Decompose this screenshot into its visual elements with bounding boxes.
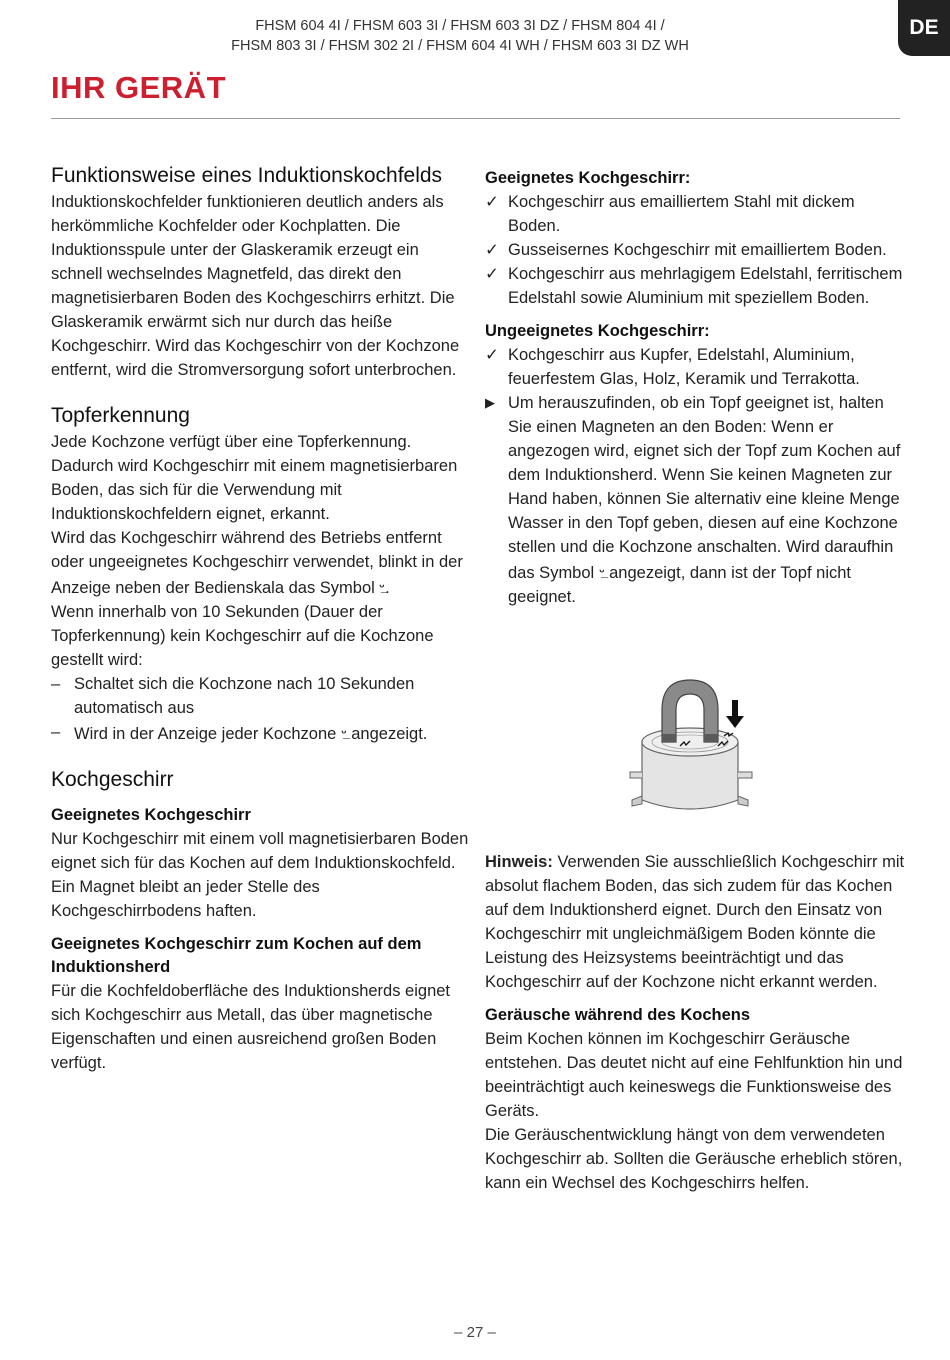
list-item: ▶ Um herauszufinden, ob ein Topf geeignet ist, halten Sie einen Magneten an den Boden: Wenn er angezogen wird, eignet sich der Topf zum Kochen auf dem Induktionsherd. Wenn Sie keinen Magneten zur Hand haben, können Sie alternativ eine kleine Menge Wasser in den Topf geben, diesen auf eine Kochzone stellen und die Kochzone anschalten. Wird daraufhin das Symbol ᵕ̲ angezeigt, dann ist der Topf nicht geeignet. [485,391,905,609]
timeout-list [51,672,471,746]
hinweis-label: Hinweis: [485,853,553,871]
page-title: IHR GERÄT [51,70,226,105]
hinweis-note: Hinweis: Verwenden Sie ausschließlich Kochgeschirr mit absolut flachem Boden, das sich zudem für das Kochen auf dem Induktionsherd eignet. Durch den Einsatz von Kochgeschirr mit ungleichmäßigem Boden könnte die Leistung des Heizsystems beeinträchtigt und das Kochgeschirr auf der Kochzone nicht erkannt werden. [485,853,905,991]
pan-detection-symbol-icon: ᵕ̲ [599,563,605,579]
list-item: ✓ Kochgeschirr aus emailliertem Stahl mit dickem Boden. [485,190,905,238]
list-item: ✓ Kochgeschirr aus mehrlagigem Edelstahl, ferritischem Edelstahl sowie Aluminium mit speziellem Boden. [485,262,905,310]
geraeusche-text-1: Beim Kochen können im Kochgeschirr Geräusche entstehen. Das deutet nicht auf eine Fehlfunktion hin und beeinträchtigt auch keineswegs die Funktionsweise des Geräts. [485,1030,903,1120]
check-icon: ✓ [485,241,499,259]
language-tab: DE [898,0,950,56]
model-list-line-1: FHSM 604 4I / FHSM 603 3I / FHSM 603 3I DZ / FHSM 804 4I / [255,18,665,34]
induktionsherd-text: Für die Kochfeldoberfläche des Induktionsherds eignet sich Kochgeschirr aus Metall, das über magnetische Eigenschaften und einen ausreichend großen Boden verfügt. [51,982,451,1072]
funktionsweise-text: Induktionskochfelder funktionieren deutlich anders als herkömmliche Kochfelder oder Kochplatten. Die Induktionsspule unter der Glaskeramik erzeugt ein schnell wechselndes Magnetfeld, das direkt den magnetisierbaren Boden des Kochgeschirrs erhitzt. Die Glaskeramik erwärmt sich nur durch das heiße Kochgeschirr. Wird das Kochgeschirr von der Kochzone entfernt, wird die Stromversorgung sofort unterbrochen. [51,193,460,379]
subheading-ungeeignetes-kochgeschirr: Ungeeignetes Kochgeschirr: [485,322,710,340]
pan-detection-symbol-icon: ᵕ̲ [341,724,347,740]
right-column-lower [485,850,905,1195]
check-icon: ✓ [485,346,499,364]
tip-list [485,391,905,609]
unsuitable-cookware-list [485,343,905,391]
right-column [485,167,905,609]
subheading-induktionsherd: Geeignetes Kochgeschirr zum Kochen auf dem Induktionsherd [51,935,422,976]
subheading-geeignetes-kochgeschirr: Geeignetes Kochgeschirr [51,806,251,824]
arrow-right-icon: ▶ [485,395,495,410]
page-number: – 27 – [454,1324,496,1341]
list-item: – Wird in der Anzeige jeder Kochzone ᵕ̲ angezeigt. [51,720,471,746]
section-heading-topferkennung: Topferkennung [51,404,190,427]
pan-detection-symbol-icon: ᵕ̲ [379,578,385,594]
left-column [51,164,471,1075]
magnet-pot-icon [620,672,760,822]
list-item: – Schaltet sich die Kochzone nach 10 Sekunden automatisch aus [51,675,415,717]
list-item: ✓ Kochgeschirr aus Kupfer, Edelstahl, Aluminium, feuerfestem Glas, Holz, Keramik und Terrakotta. [485,343,905,391]
geeignetes-kochgeschirr-text: Nur Kochgeschirr mit einem voll magnetisierbaren Boden eignet sich für das Kochen auf dem Induktionskochfeld. Ein Magnet bleibt an jeder Stelle des Kochgeschirrbodens haften. [51,830,469,920]
topferkennung-intro: Jede Kochzone verfügt über eine Topferkennung. Dadurch wird Kochgeschirr mit einem magnetisierbaren Boden, das sich für die Verwendung mit Induktionskochfeldern eignet, erkannt. [51,433,458,523]
subheading-geraeusche: Geräusche während des Kochens [485,1006,751,1024]
topferkennung-timeout-text: Wenn innerhalb von 10 Sekunden (Dauer der Topferkennung) kein Kochgeschirr auf die Kochzone gestellt wird: [51,603,434,669]
check-icon: ✓ [485,265,499,283]
check-icon: ✓ [485,193,499,211]
list-item: ✓ Gusseisernes Kochgeschirr mit emailliertem Boden. [485,238,905,262]
section-heading-funktionsweise: Funktionsweise eines Induktionskochfelds [51,164,443,187]
model-list-line-2: FHSM 803 3I / FHSM 302 2I / FHSM 604 4I WH / FHSM 603 3I DZ WH [231,38,689,54]
section-heading-kochgeschirr: Kochgeschirr [51,768,174,791]
title-divider [51,118,900,119]
geraeusche-text-2: Die Geräuschentwicklung hängt von dem verwendeten Kochgeschirr ab. Sollten die Geräusche erheblich stören, kann ein Wechsel des Kochgeschirrs helfen. [485,1126,903,1192]
model-list [180,16,740,56]
subheading-geeignetes-kochgeschirr-list: Geeignetes Kochgeschirr: [485,169,691,187]
suitable-cookware-list [485,190,905,310]
topferkennung-blink-text: Wird das Kochgeschirr während des Betriebs entfernt oder ungeeignetes Kochgeschirr verwendet, blinkt in der Anzeige neben der Bedienskala das Symbol ᵕ̲. [51,529,463,597]
magnet-on-pot-illustration [620,672,760,822]
